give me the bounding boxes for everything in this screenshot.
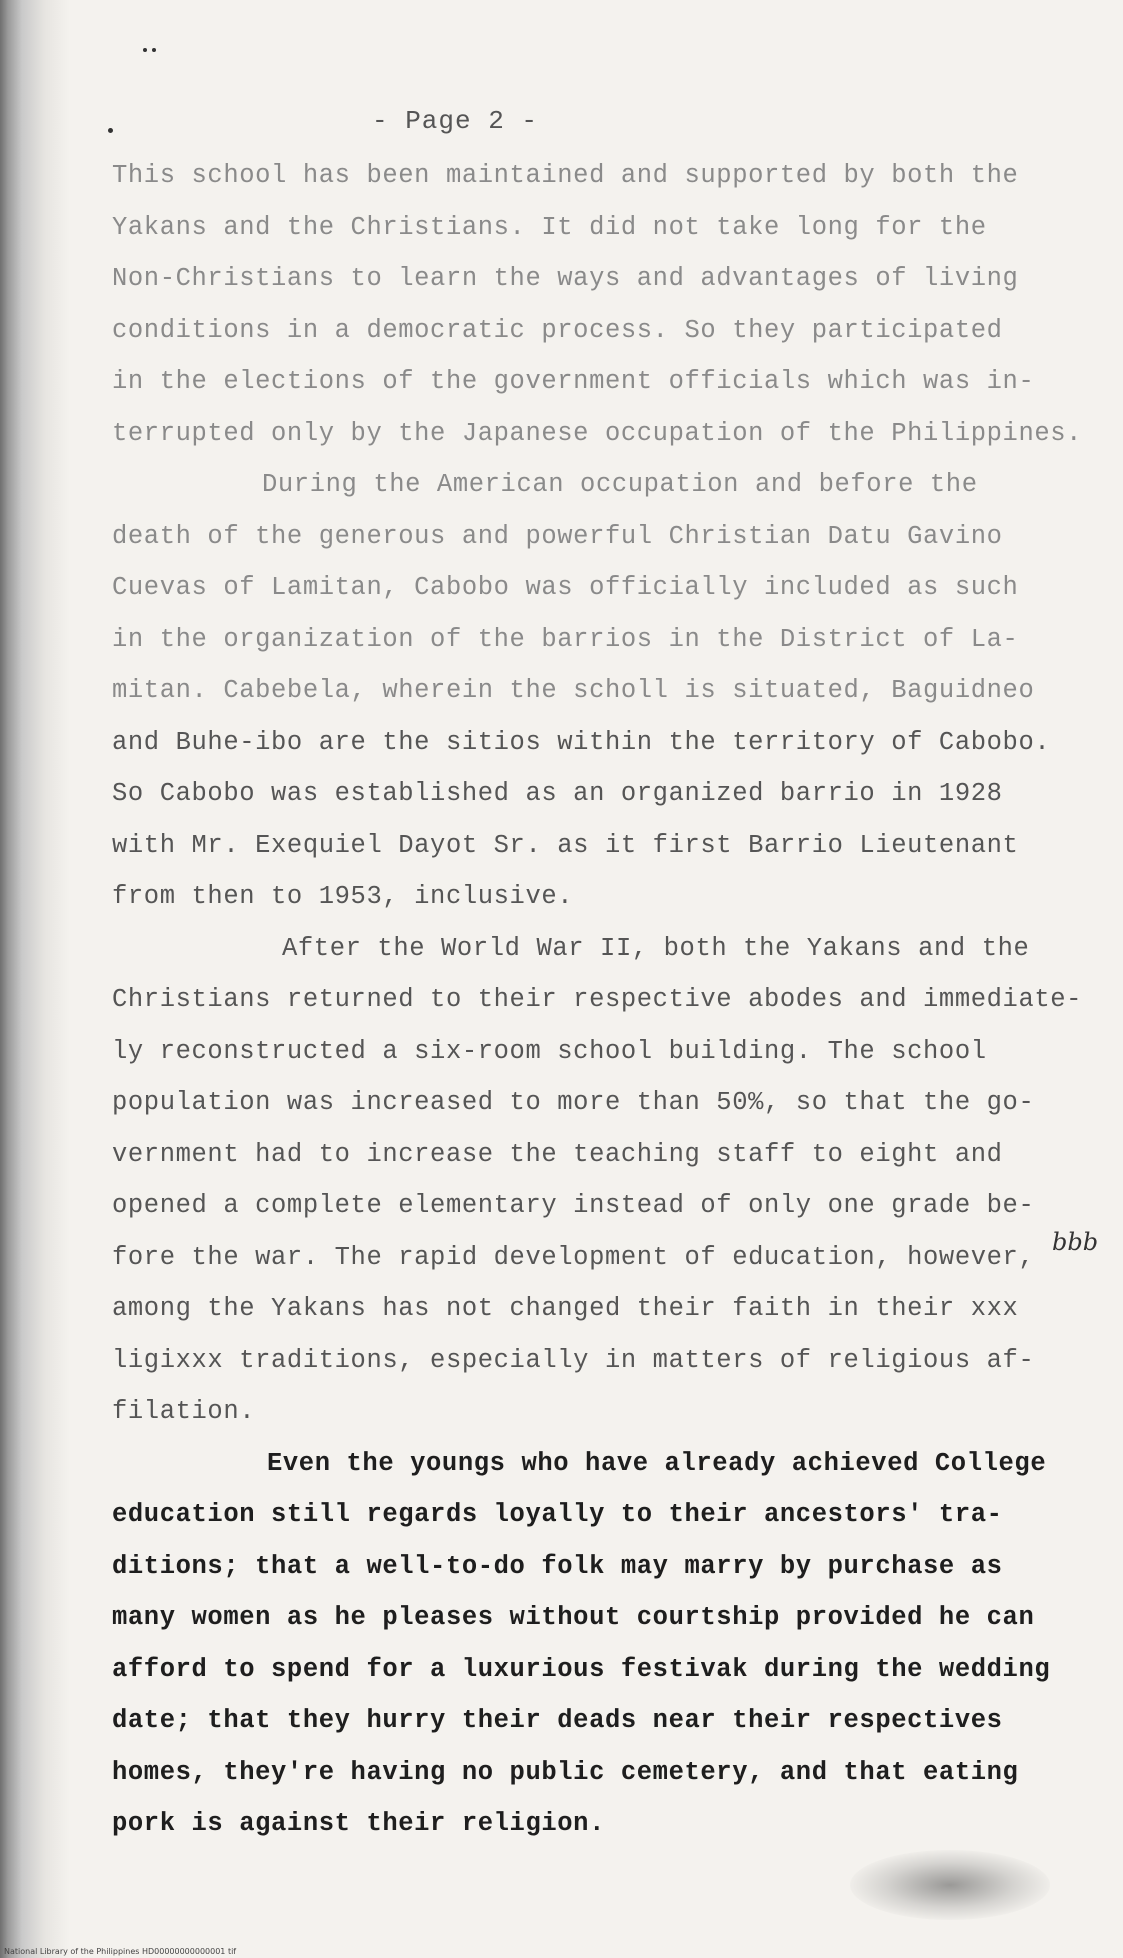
text-line: mitan. Cabebela, wherein the scholl is situated, Baguidneo [112,676,1035,705]
text-line: in the organization of the barrios in the District of La- [112,624,1019,654]
text-line: homes, they're having no public cemetery, and that eating [112,1757,1019,1787]
text-line: afford to spend for a luxurious festivak during the wedding [112,1654,1051,1684]
ink-smudge [850,1850,1050,1920]
text-line: many women as he pleases without courtship provided he can [112,1603,1035,1632]
text-line: After the World War II, both the Yakans and the [282,933,1030,963]
text-line: ligixxx traditions, especially in matters of religious af- [112,1345,1035,1375]
ink-dot [152,48,156,52]
ink-dot [143,48,147,52]
text-line: death of the generous and powerful Christian Datu Gavino [112,521,1003,551]
text-line: date; that they hurry their deads near their respectives [112,1706,1003,1735]
ink-dot [108,128,113,133]
text-line: vernment had to increase the teaching staff to eight and [112,1139,1003,1169]
text-line: with Mr. Exequiel Dayot Sr. as it first Barrio Lieutenant [112,830,1019,860]
text-line: Non-Christians to learn the ways and advantages of living [112,264,1019,293]
text-line: During the American occupation and before the [262,470,978,499]
text-line: education still regards loyally to their ancestors' tra- [112,1500,1003,1529]
text-line: fore the war. The rapid development of education, however, [112,1242,1035,1272]
text-line: terrupted only by the Japanese occupation of the Philippines. [112,418,1083,448]
text-line: and Buhe-ibo are the sitios within the territory of Cabobo. [112,727,1051,757]
text-line: Yakans and the Christians. It did not take long for the [112,212,987,242]
text-line: ditions; that a well-to-do folk may marry by purchase as [112,1551,1003,1581]
text-line: Cuevas of Lamitan, Cabobo was officially included as such [112,573,1019,602]
text-line: from then to 1953, inclusive. [112,882,574,911]
text-line: population was increased to more than 50%, so that the go- [112,1088,1035,1117]
handwritten-mark: bbb [1052,1228,1099,1256]
text-line: in the elections of the government officials which was in- [112,367,1035,396]
text-line: This school has been maintained and supported by both the [112,161,1019,190]
page-number: - Page 2 - [372,106,539,136]
text-line: pork is against their religion. [112,1809,605,1838]
text-line: So Cabobo was established as an organized barrio in 1928 [112,779,1003,808]
text-line: conditions in a democratic process. So they participated [112,315,1003,345]
text-line: Even the youngs who have already achieved College [267,1448,1047,1478]
archive-footer-credit: National Library of the Philippines HD00000000000001 tif [4,1947,237,1956]
text-line: filation. [112,1397,256,1426]
text-line: opened a complete elementary instead of only one grade be- [112,1191,1035,1220]
text-line: ly reconstructed a six-room school building. The school [112,1036,987,1066]
text-line: among the Yakans has not changed their faith in their xxx [112,1294,1019,1323]
text-line: Christians returned to their respective abodes and immediate- [112,985,1083,1014]
